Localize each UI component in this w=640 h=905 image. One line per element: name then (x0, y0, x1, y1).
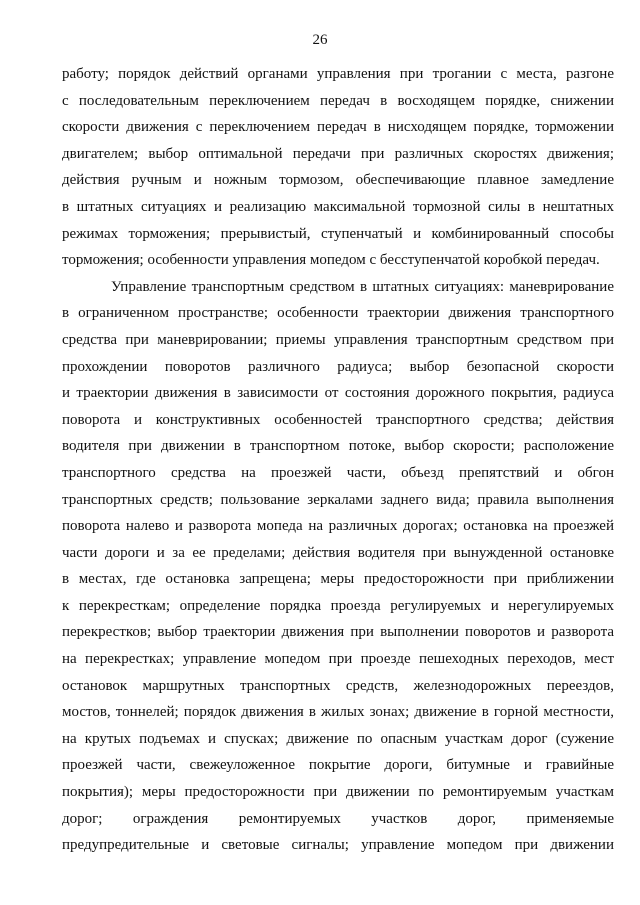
text-line: средства при маневрировании; приемы управления транспортным средством при (62, 331, 614, 348)
text-line: транспортных средств; пользование зеркалами заднего вида; правила выполнения (62, 491, 614, 508)
text-line: к перекресткам; определение порядка проезда регулируемых и нерегулируемых (62, 597, 614, 614)
text-line: перекрестков; выбор траектории движения при выполнении поворотов и разворота (62, 624, 614, 641)
text-line: работу; порядок действий органами управления при трогании с места, разгоне (62, 66, 614, 82)
paragraph-1 (62, 61, 614, 274)
text-line: прохождении поворотов различного радиуса; выбор безопасной скорости (62, 358, 614, 375)
text-line: на крутых подъемах и спусках; движение по опасным участкам дорог (сужение (62, 730, 614, 747)
text-line: двигателем; выбор оптимальной передачи при различных скоростях движения; (62, 145, 614, 162)
text-line: скорости движения с переключением передач в нисходящем порядке, торможении (62, 119, 614, 136)
text-line: дорог; ограждения ремонтируемых участков дорог, применяемые (62, 810, 614, 827)
text-line: с последовательным переключением передач в восходящем порядке, снижении (62, 92, 614, 109)
text-line: на перекрестках; управление мопедом при проезде пешеходных переходов, мест (62, 651, 614, 668)
text-line: режимах торможения; прерывистый, ступенчатый и комбинированный способы (62, 225, 614, 242)
text-line: в ограниченном пространстве; особенности траектории движения транспортного (62, 305, 614, 322)
text-line: поворота налево и разворота мопеда на различных дорогах; остановка на проезжей (62, 518, 614, 535)
text-line: транспортного средства на проезжей части, объезд препятствий и обгон (62, 464, 614, 481)
text-line: остановок маршрутных транспортных средств, железнодорожных переездов, (62, 677, 614, 694)
text-line: поворота и конструктивных особенностей транспортного средства; действия (62, 411, 614, 428)
text-line: проезжей части, свежеуложенное покрытие дороги, битумные и гравийные (62, 757, 614, 774)
page-number: 26 (312, 32, 328, 48)
body-text (62, 61, 614, 859)
text-line: действия ручным и ножным тормозом, обеспечивающие плавное замедление (62, 172, 614, 189)
text-line: торможения; особенности управления мопедом с бесступенчатой коробкой передач. (62, 252, 600, 269)
paragraph-2 (62, 274, 614, 859)
text-line: покрытия); меры предосторожности при движении по ремонтируемым участкам (62, 784, 614, 801)
text-line: водителя при движении в транспортном потоке, выбор скорости; расположение (62, 438, 614, 455)
text-line: в штатных ситуациях и реализацию максимальной тормозной силы в нештатных (62, 198, 614, 215)
text-line: мостов, тоннелей; порядок движения в жилых зонах; движение в горной местности, (62, 704, 614, 721)
text-line: в местах, где остановка запрещена; меры предосторожности при приближении (62, 571, 614, 588)
text-line: части дороги и за ее пределами; действия водителя при вынужденной остановке (62, 544, 614, 561)
text-line: и траектории движения в зависимости от состояния дорожного покрытия, радиуса (62, 385, 614, 402)
text-line: предупредительные и световые сигналы; управление мопедом при движении (62, 837, 614, 854)
text-line: Управление транспортным средством в штатных ситуациях: маневрирование (111, 278, 614, 295)
